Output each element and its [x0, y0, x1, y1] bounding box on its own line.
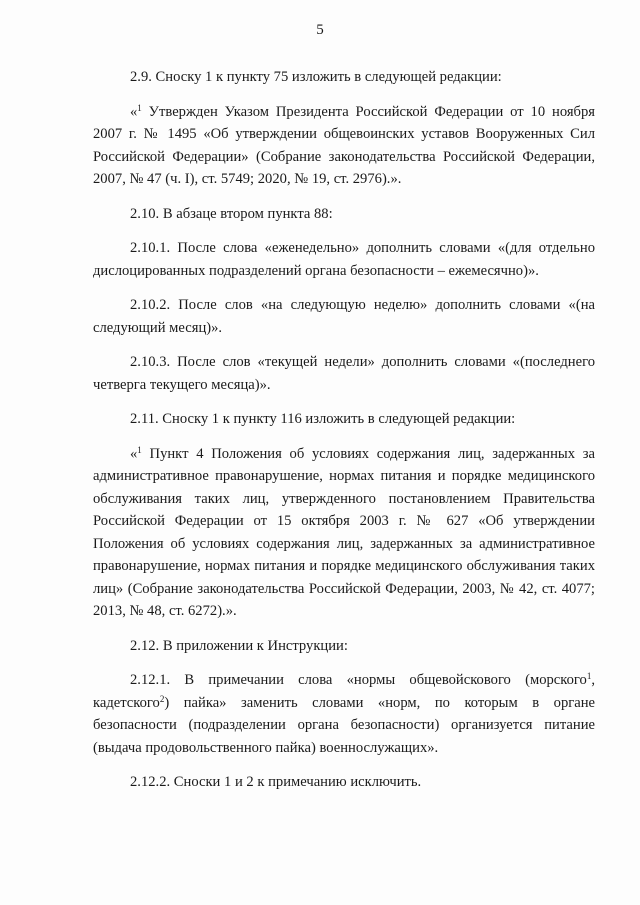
paragraph-footnote-75-text: «$^1$ Утвержден Указом Президента Российской Федерации от 10 ноября 2007 г. № 1495 «Об утверждении общевоинских уставов Вооруженных Сил Российской Федерации» (Собрание законодательства Российской Федерации, 2007, № 47 (ч. I), ст. 5749; 2020, № 19, ст. 2976).». — [93, 102, 595, 187]
footnote-marker: 2 — [159, 693, 165, 704]
document-body — [93, 66, 595, 806]
paragraph-2-10: 2.10. В абзаце втором пункта 88: — [130, 205, 333, 222]
paragraph-2-10-3: 2.10.3. После слов «текущей недели» дополнить словами «(последнего четверга текущего месяца)». — [93, 354, 595, 393]
paragraph-2-10-2: 2.10.2. После слов «на следующую неделю» дополнить словами «(на следующий месяц)». — [93, 297, 595, 336]
paragraph-2-9: 2.9. Сноску 1 к пункту 75 изложить в следующей редакции: — [130, 69, 502, 85]
paragraph-2-10-1: 2.10.1. После слова «еженедельно» дополнить словами «(для отдельно дислоцированных подразделений органа безопасности – ежемесячно)». — [93, 240, 595, 279]
paragraph-2-12: 2.12. В приложении к Инструкции: — [130, 637, 348, 654]
paragraph-2-12-2: 2.12.2. Сноски 1 и 2 к примечанию исключить. — [130, 774, 422, 790]
paragraph-footnote-116-text: «$^1$ Пункт 4 Положения об условиях содержания лиц, задержанных за административное правонарушение, нормах питания и порядке медицинского обслуживания таких лиц, утвержденного постановлением Правительства Российской Федерации от 15 октября 2003 г. № 627 «Об утверждении Положения об условиях содержания лиц, задержанных за административное правонарушение, нормах питания и порядке медицинского обслуживания таких лиц» (Собрание законодательства Российской Федерации, 2003, № 42, ст. 4077; 2013, № 48, ст. 6272).». — [93, 444, 595, 619]
footnote-marker: 1 — [586, 671, 592, 681]
page-number: 5 — [316, 22, 324, 38]
paragraph-2-12-1: 2.12.1. В примечании слова «нормы общевойскового (морского$^1$, кадетского$^2$) пайка» заменить словами «норм, по которым в органе безопасности (подразделении органа безопасности) организуется питание (выдача продовольственного пайка) военнослужащих». — [93, 671, 595, 756]
footnote-marker: 1 — [137, 102, 142, 113]
paragraph-2-11: 2.11. Сноску 1 к пункту 116 изложить в следующей редакции: — [130, 411, 516, 427]
footnote-marker: 1 — [137, 444, 142, 455]
